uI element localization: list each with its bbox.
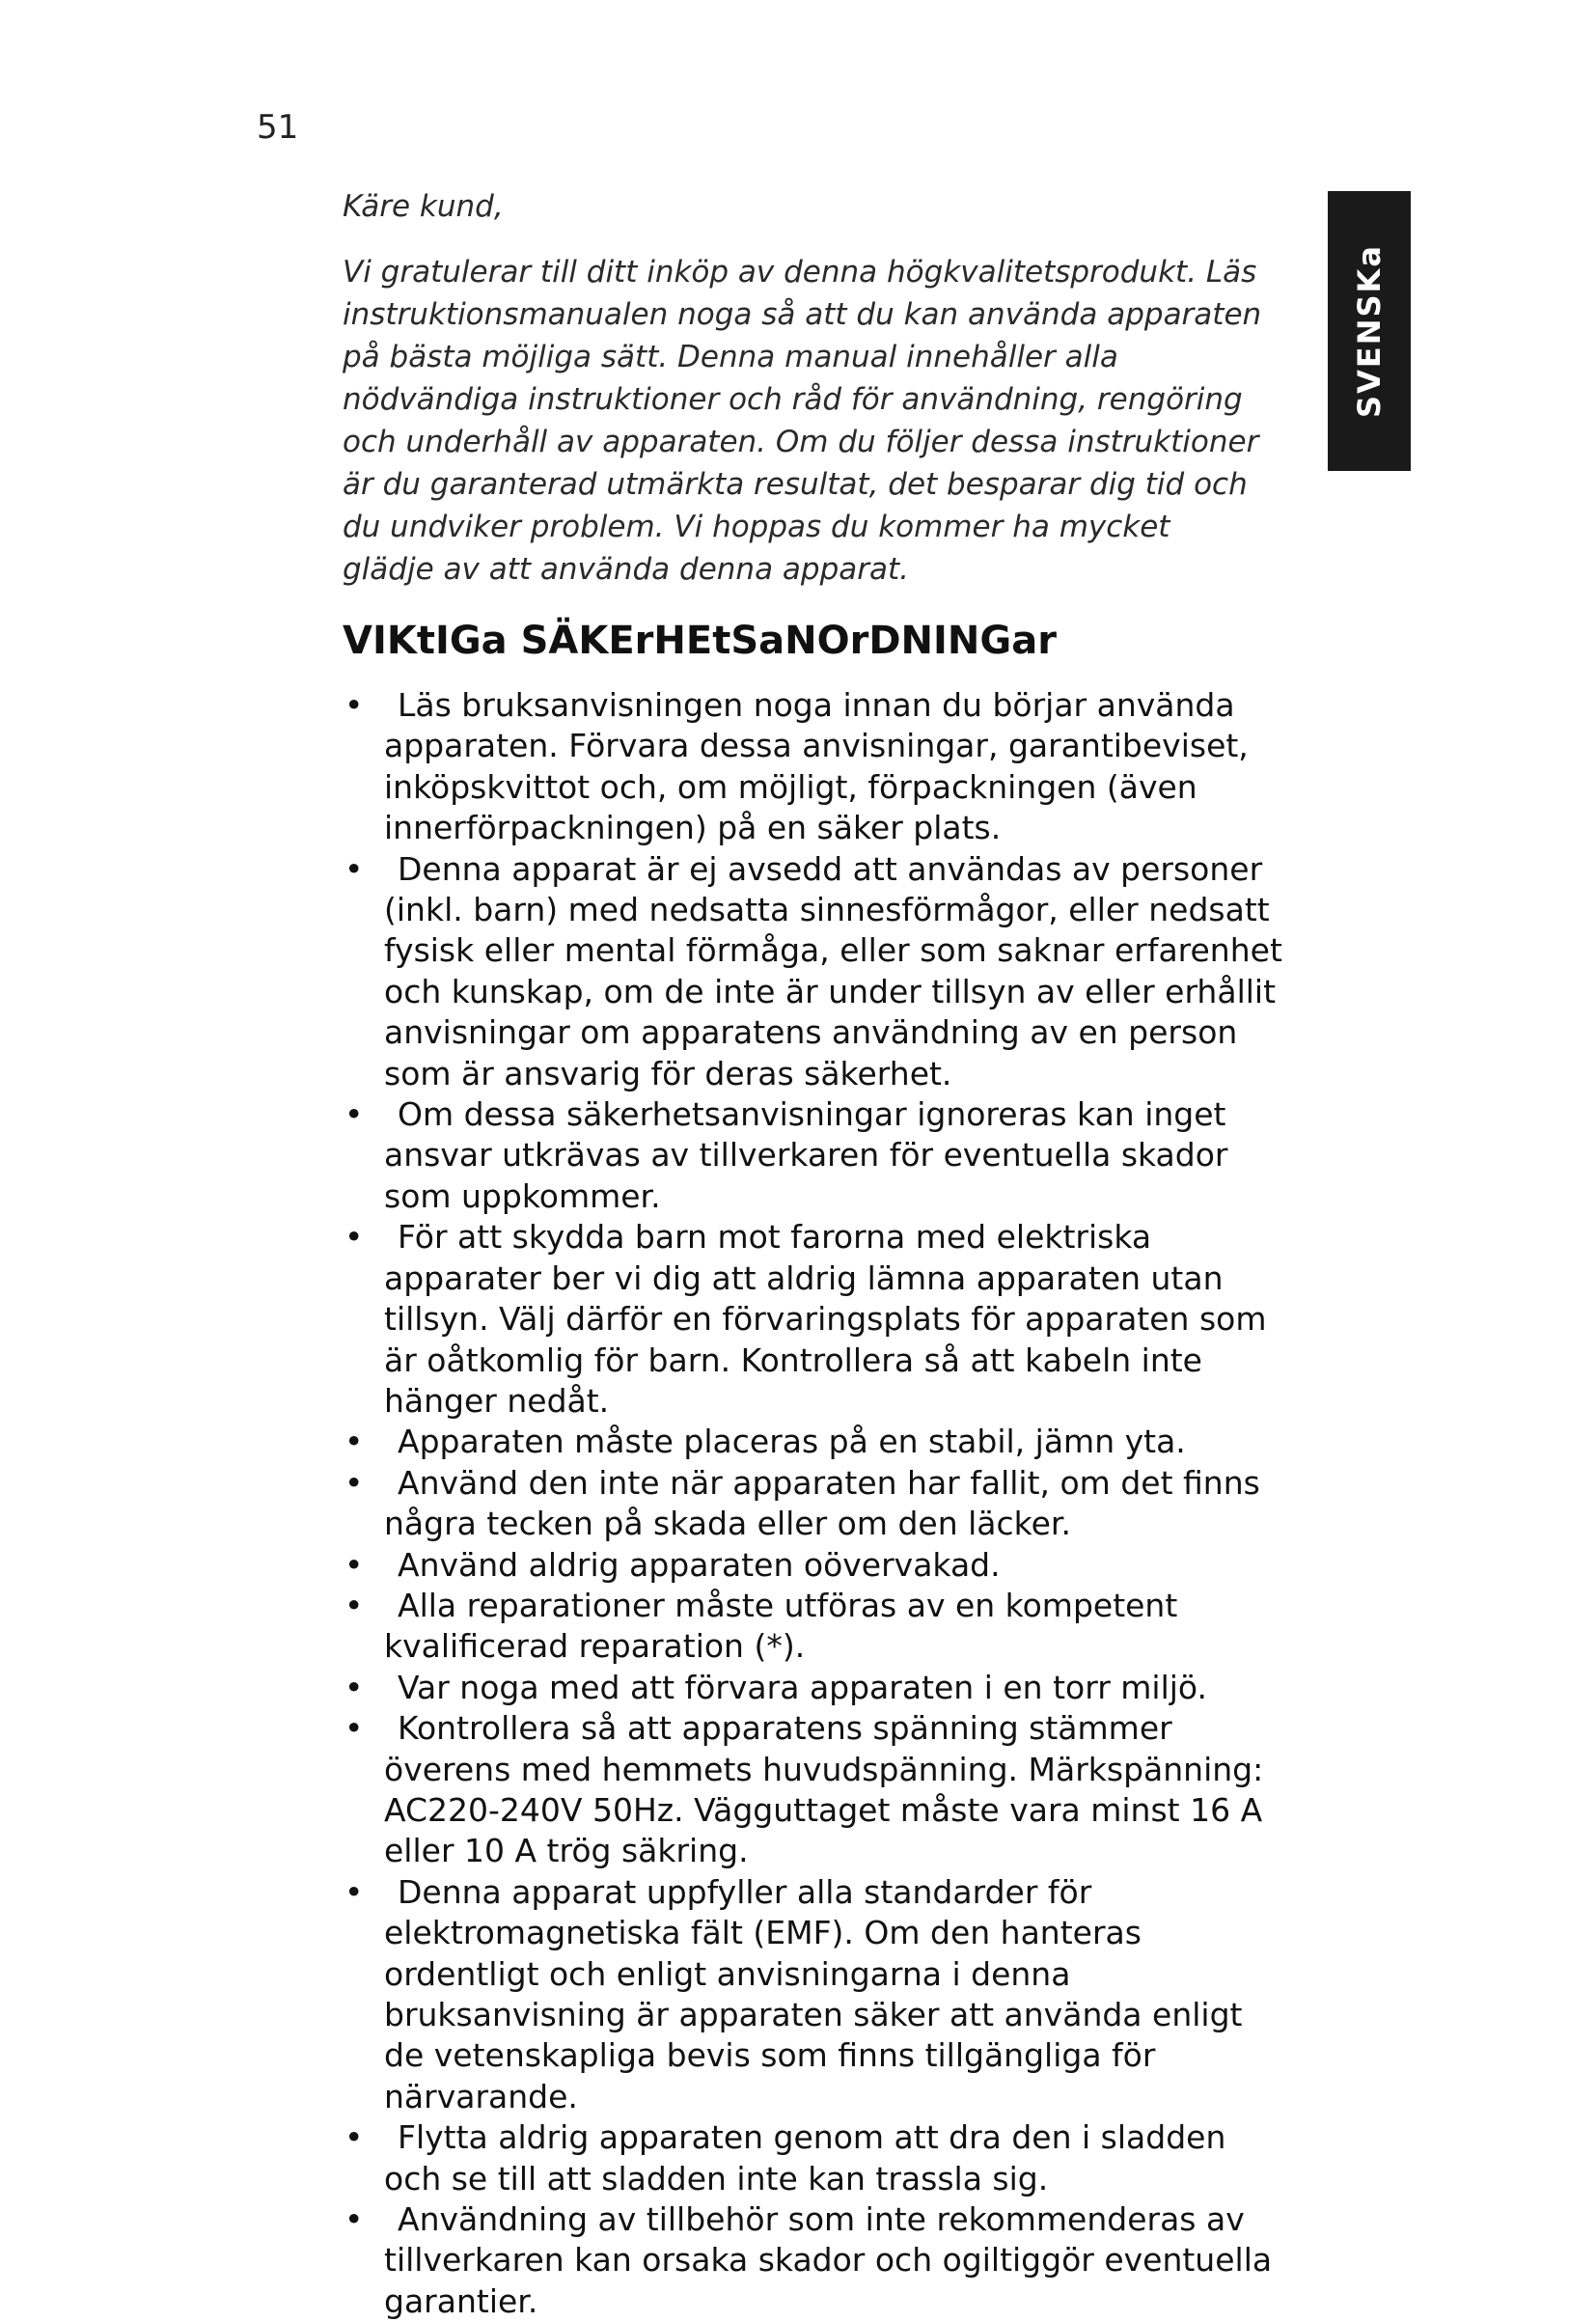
list-item-text: Om dessa säkerhetsanvisningar ignoreras kan inget ansvar utkrävas av tillverkaren för eventuella skador som uppkommer.	[384, 1095, 1228, 1215]
greeting: Käre kund,	[343, 189, 504, 224]
bullet-icon: •	[344, 1423, 364, 1461]
list-item	[343, 1586, 1288, 1668]
list-item	[343, 2117, 1288, 2199]
list-item-text: Var noga med att förvara apparaten i en torr miljö.	[398, 1668, 1208, 1706]
bullet-icon: •	[344, 1586, 364, 1624]
list-item-text: Alla reparationer måste utföras av en kompetent kvalificerad reparation (*).	[384, 1586, 1178, 1666]
list-item	[343, 1094, 1288, 1217]
list-item	[343, 1463, 1288, 1545]
bullet-icon: •	[344, 1095, 364, 1134]
list-item	[343, 1708, 1288, 1872]
list-item-text: För att skydda barn mot farorna med elektriska apparater ber vi dig att aldrig lämna apparaten utan tillsyn. Välj därför en förvaringsplats för apparaten som är oåtkomlig för barn. Kontrollera så att kabeln inte hänger nedåt.	[384, 1218, 1267, 1420]
list-item-text: Användning av tillbehör som inte rekommenderas av tillverkaren kan orsaka skador och ogiltiggör eventuella garantier.	[384, 2200, 1273, 2320]
bullet-icon: •	[344, 2200, 364, 2239]
bullet-icon: •	[344, 1872, 364, 1911]
section-title: VIKtIGa SÄKErHEtSaNOrDNINGar	[343, 619, 1057, 663]
list-item-text: Kontrollera så att apparatens spänning stämmer överens med hemmets huvudspänning. Märkspänning: AC220-240V 50Hz. Vägguttaget måste vara minst 16 A eller 10 A trög säkring.	[384, 1709, 1264, 1870]
list-item-text: Använd den inte när apparaten har fallit, om det finns några tecken på skada eller om den läcker.	[384, 1463, 1260, 1543]
safety-instructions-list	[343, 685, 1288, 2322]
bullet-icon: •	[344, 1709, 364, 1748]
bullet-icon: •	[344, 1545, 364, 1584]
bullet-icon: •	[344, 686, 364, 724]
list-item	[343, 1545, 1288, 1586]
bullet-icon: •	[344, 849, 364, 888]
bullet-icon: •	[344, 1218, 364, 1257]
bullet-icon: •	[344, 1463, 364, 1502]
list-item	[343, 1217, 1288, 1422]
intro-section	[343, 187, 1269, 591]
list-item-text: Läs bruksanvisningen noga innan du börjar använda apparaten. Förvara dessa anvisningar, garantibeviset, inköpskvittot och, om möjligt, förpackningen (även innerförpackningen) på en säker plats.	[384, 686, 1249, 847]
list-item-text: Denna apparat uppfyller alla standarder för elektromagnetiska fält (EMF). Om den hanteras ordentligt och enligt anvisningarna i denna bruksanvisning är apparaten säker att använda enligt de vetenskapliga bevis som finns tillgängliga för närvarande.	[384, 1872, 1243, 2115]
list-item-text: Denna apparat är ej avsedd att användas av personer (inkl. barn) med nedsatta sinnesförmågor, eller nedsatt fysisk eller mental förmåga, eller som saknar erfarenhet och kunskap, om de inte är under tillsyn av eller erhållit anvisningar om apparatens användning av en person som är ansvarig för deras säkerhet.	[384, 849, 1282, 1092]
page-number: 51	[257, 108, 299, 147]
list-item	[343, 1668, 1288, 1708]
bullet-icon: •	[344, 1668, 364, 1706]
list-item	[343, 685, 1288, 849]
list-item-text: Använd aldrig apparaten oövervakad.	[398, 1545, 1001, 1584]
list-item-text: Apparaten måste placeras på en stabil, jämn yta.	[398, 1423, 1186, 1461]
language-tab-label: SVENSKa	[1351, 244, 1388, 418]
list-item-text: Flytta aldrig apparaten genom att dra den i sladden och se till att sladden inte kan trassla sig.	[384, 2118, 1226, 2198]
list-item	[343, 849, 1288, 1094]
language-tab	[1328, 191, 1411, 471]
list-item	[343, 1422, 1288, 1462]
intro-paragraph: Vi gratulerar till ditt inköp av denna högkvalitetsprodukt. Läs instruktionsmanualen noga så att du kan använda apparaten på bästa möjliga sätt. Denna manual innehåller alla nödvändiga instruktioner och råd för användning, rengöring och underhåll av apparaten. Om du följer dessa instruktioner är du garanterad utmärkta resultat, det besparar dig tid och du undviker problem. Vi hoppas du kommer ha mycket glädje av att använda denna apparat.	[343, 255, 1262, 587]
bullet-icon: •	[344, 2118, 364, 2157]
list-item	[343, 2199, 1288, 2322]
list-item	[343, 1872, 1288, 2117]
